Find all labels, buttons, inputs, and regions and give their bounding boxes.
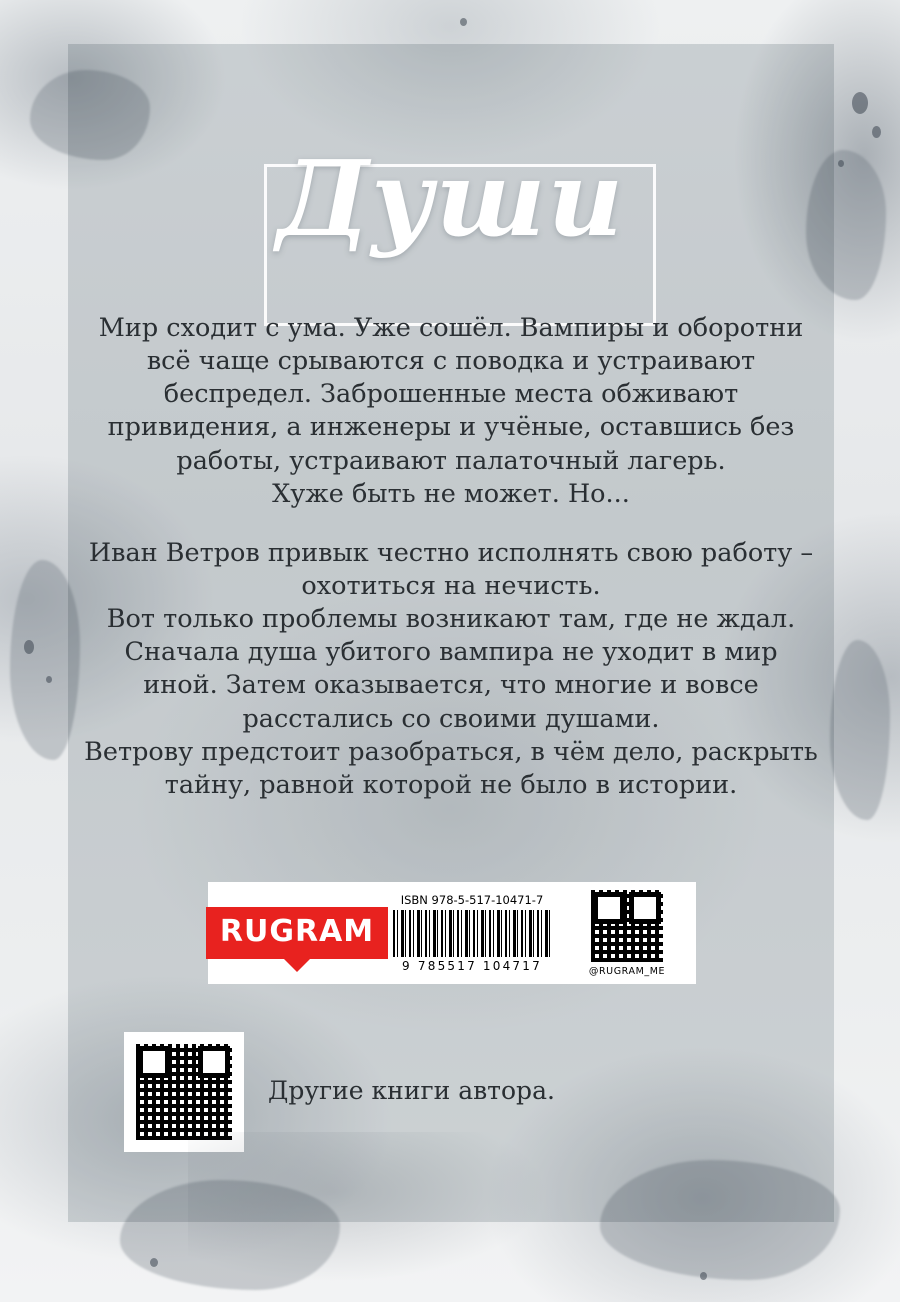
- qr-code-icon: [136, 1044, 232, 1140]
- isbn-text: ISBN 978-5-517-10471-7: [400, 893, 544, 907]
- title-block: [68, 96, 834, 306]
- blurb-line: Вот только проблемы возникают там, где не ждал.: [106, 604, 796, 635]
- author-books-qr[interactable]: [124, 1032, 244, 1152]
- paragraph-gap: [76, 511, 826, 537]
- qr-handle-label: @RUGRAM_ME: [588, 965, 666, 977]
- ean-digits: 9 785517 104717: [402, 959, 542, 973]
- qr-code-icon: [591, 890, 663, 962]
- publisher-logo: [208, 882, 386, 984]
- ean-barcode: [386, 882, 558, 984]
- blurb-line: Сначала душа убитого вампира не уходит в мир: [124, 637, 778, 668]
- blurb-line: Мир сходит с ума. Уже сошёл. Вампиры и оборотни: [98, 313, 804, 343]
- publisher-logo-label: RUGRAM: [206, 907, 388, 959]
- other-books-caption: Другие книги автора.: [268, 1076, 555, 1105]
- barcode-bars: [393, 910, 551, 957]
- blurb-line: охотиться на нечисть.: [301, 570, 601, 601]
- blurb-line: работы, устраивают палаточный лагерь.: [176, 445, 726, 476]
- blurb-line: Иван Ветров привык честно исполнять свою работу –: [88, 537, 814, 568]
- blurb: [76, 312, 826, 802]
- blurb-line: Хуже быть не может. Но...: [272, 478, 630, 509]
- blurb-line: всё чаще срываются с поводка и устраивают: [146, 346, 756, 377]
- blurb-line: расстались со своими душами.: [242, 703, 660, 734]
- blurb-line: беспредел. Заброшенные места обживают: [163, 379, 739, 410]
- blurb-line: иной. Затем оказывается, что многие и вовсе: [143, 670, 759, 701]
- blurb-line: привидения, а инженеры и учёные, оставшись без: [107, 412, 795, 443]
- blurb-line: тайну, равной которой не было в истории.: [164, 769, 738, 800]
- cover-content: [68, 44, 834, 1222]
- page-title: Души: [276, 137, 626, 260]
- barcode-strip: [208, 882, 696, 984]
- instagram-qr-cell: [558, 882, 696, 984]
- blurb-line: Ветрову предстоит разобраться, в чём дело, раскрыть: [84, 736, 818, 767]
